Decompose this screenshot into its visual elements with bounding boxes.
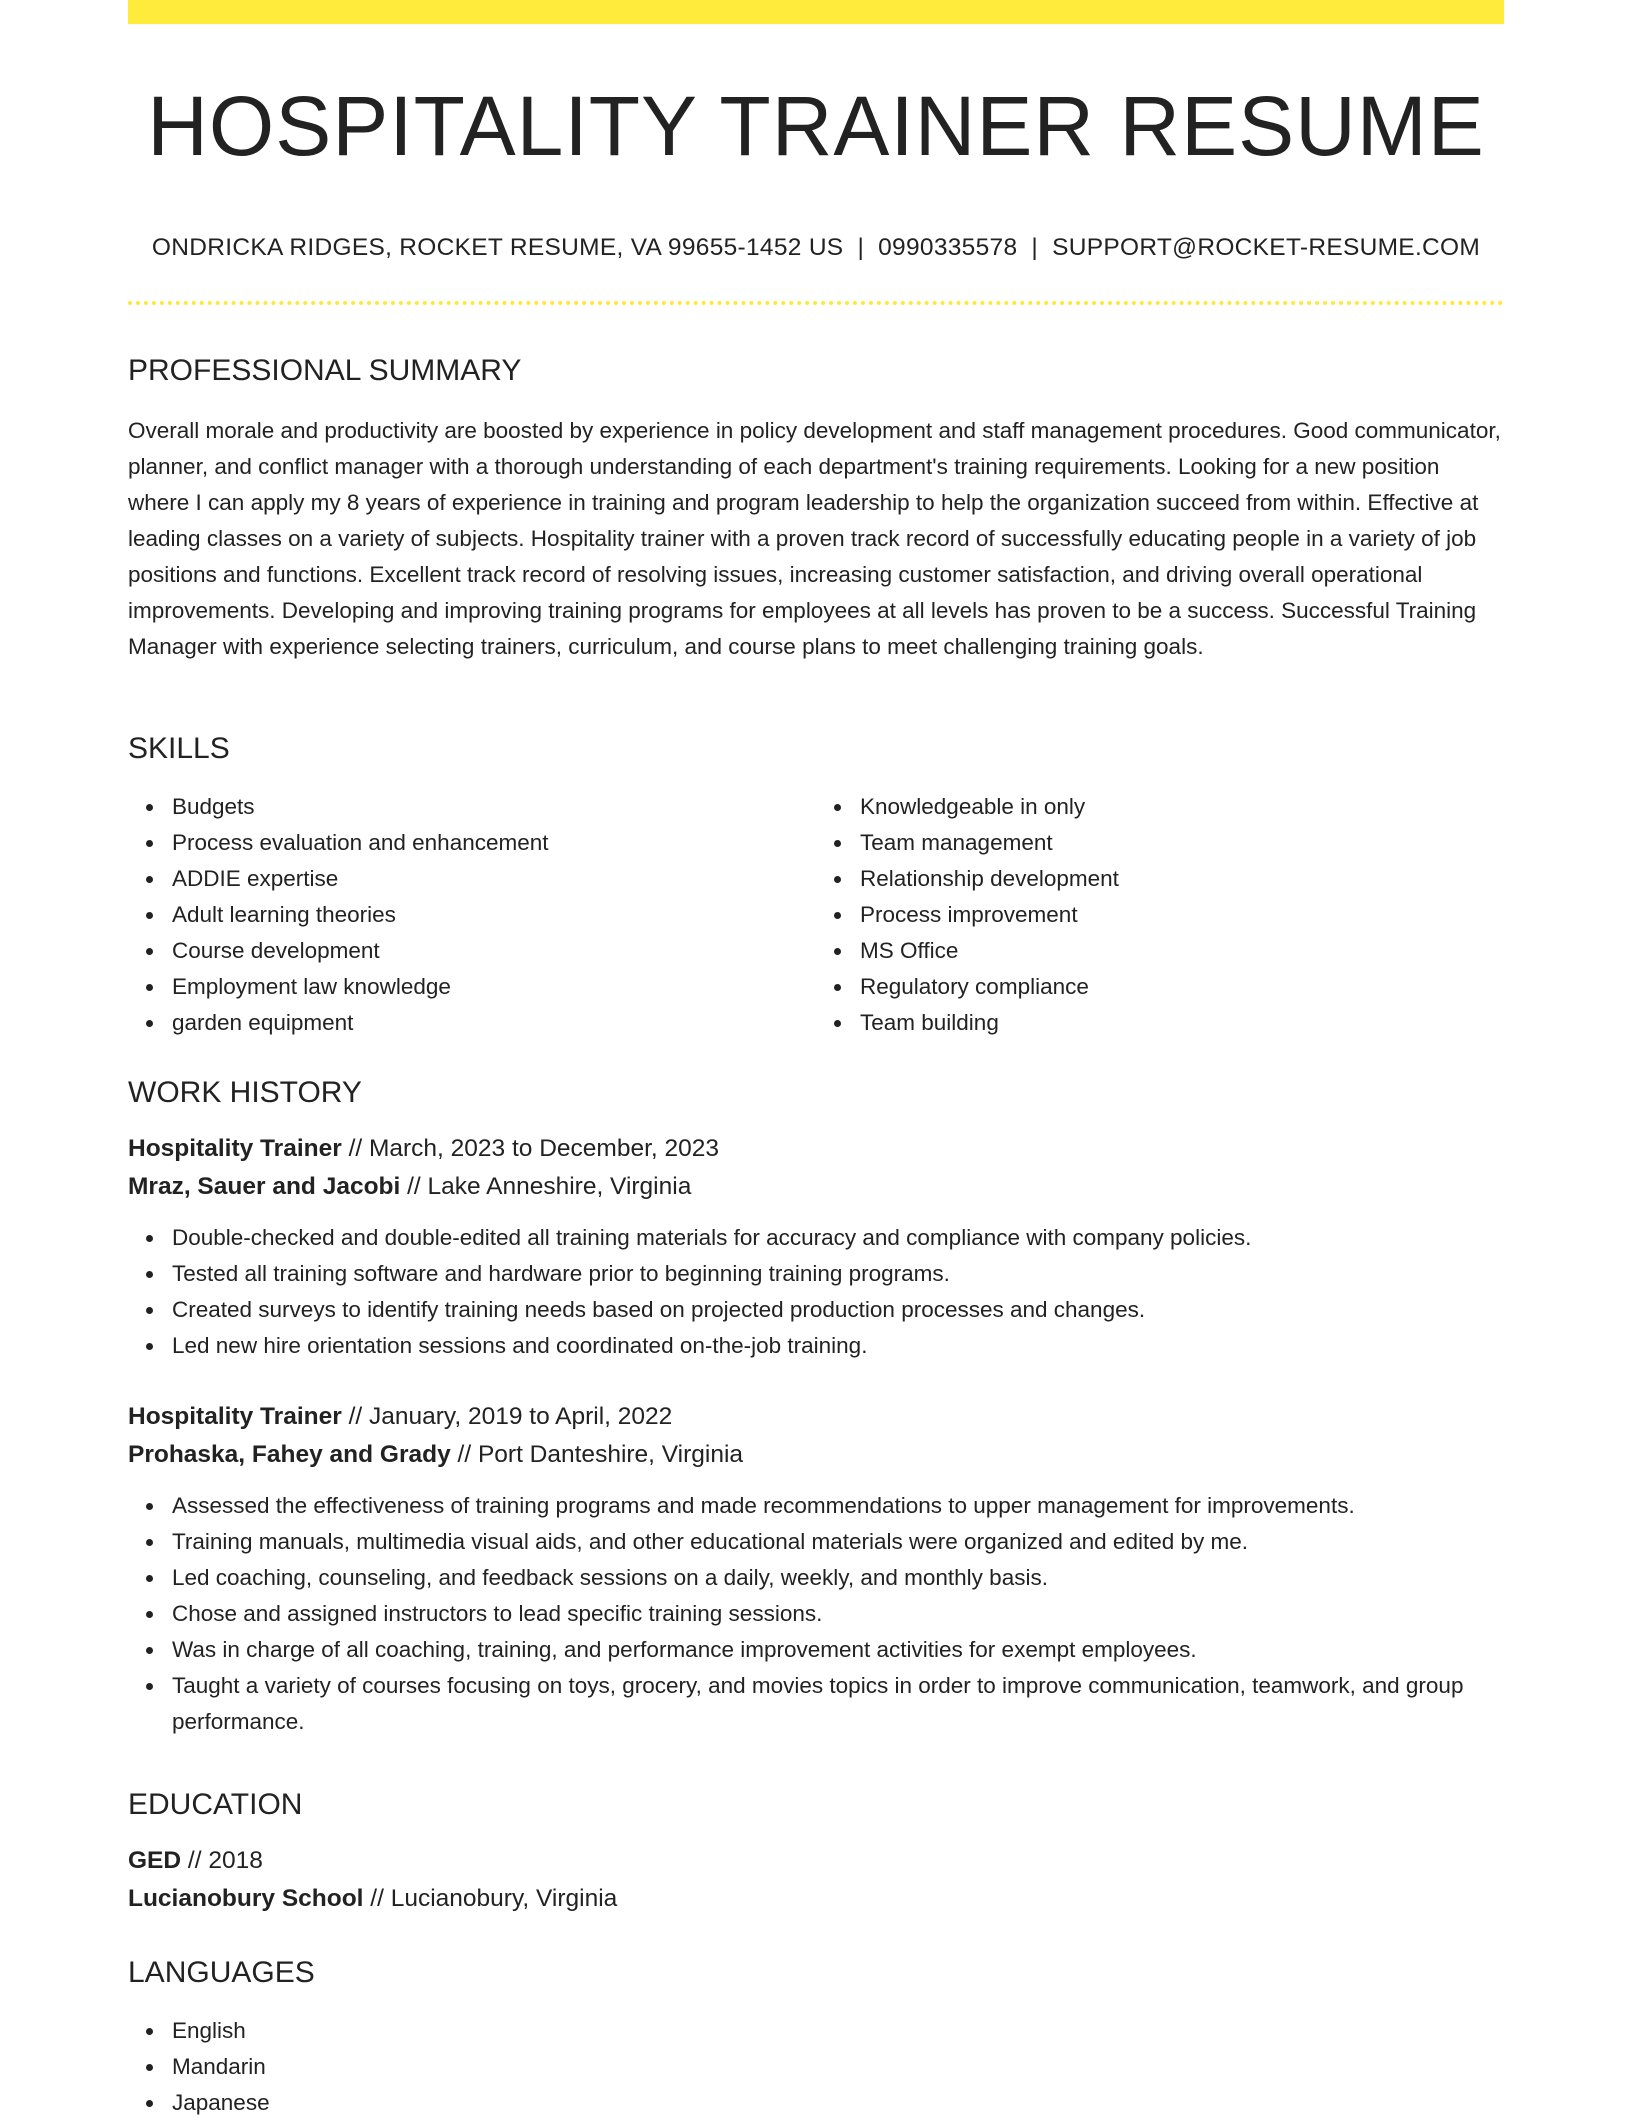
job-bullets — [128, 1220, 1504, 1364]
skill-item: Knowledgeable in only — [860, 789, 1504, 825]
education-entry — [128, 1842, 1504, 1918]
languages-heading: LANGUAGES — [128, 1956, 315, 1989]
skill-item: Adult learning theories — [172, 897, 816, 933]
job-bullet: Double-checked and double-edited all training materials for accuracy and compliance with company policies. — [172, 1220, 1504, 1256]
job-bullets — [128, 1488, 1504, 1740]
job-bullet: Was in charge of all coaching, training, and performance improvement activities for exempt employees. — [172, 1632, 1504, 1668]
skill-item: Employment law knowledge — [172, 969, 816, 1005]
education-location: // Lucianobury, Virginia — [363, 1885, 618, 1912]
education-school: Lucianobury School — [128, 1885, 364, 1912]
language-item: English — [172, 2013, 1504, 2049]
accent-bar — [128, 0, 1504, 24]
job-company: Mraz, Sauer and Jacobi — [128, 1173, 401, 1200]
skills-heading: SKILLS — [128, 732, 230, 765]
job-dates: // March, 2023 to December, 2023 — [341, 1135, 720, 1162]
job-title: Hospitality Trainer — [128, 1135, 342, 1162]
job-title: Hospitality Trainer — [128, 1403, 342, 1430]
job-dates: // January, 2019 to April, 2022 — [341, 1403, 673, 1430]
languages-section — [128, 1958, 1504, 2121]
skill-item: Budgets — [172, 789, 816, 825]
skill-item: Process improvement — [860, 897, 1504, 933]
job-title-line — [128, 1398, 1504, 1436]
skill-item: MS Office — [860, 933, 1504, 969]
education-degree: GED — [128, 1847, 182, 1874]
job-bullet: Led coaching, counseling, and feedback sessions on a daily, weekly, and monthly basis. — [172, 1560, 1504, 1596]
contact-email: SUPPORT@ROCKET-RESUME.COM — [1052, 234, 1481, 261]
job-bullet: Assessed the effectiveness of training programs and made recommendations to upper management for improvements. — [172, 1488, 1504, 1524]
skill-item: garden equipment — [172, 1005, 816, 1041]
resume-title: HOSPITALITY TRAINER RESUME — [147, 79, 1485, 173]
work-section — [128, 1078, 1504, 1740]
work-heading: WORK HISTORY — [128, 1076, 362, 1109]
contact-address: ONDRICKA RIDGES, ROCKET RESUME, VA 99655-1452 US — [151, 234, 844, 261]
summary-heading: PROFESSIONAL SUMMARY — [128, 354, 522, 387]
contact-line — [128, 236, 1504, 261]
skills-list-right — [816, 789, 1504, 1041]
job-bullet: Created surveys to identify training needs based on projected production processes and changes. — [172, 1292, 1504, 1328]
skill-item: ADDIE expertise — [172, 861, 816, 897]
education-degree-line — [128, 1842, 1504, 1880]
skills-columns — [128, 789, 1504, 1041]
education-section — [128, 1790, 1504, 1918]
job-title-line — [128, 1130, 1504, 1168]
skill-item: Regulatory compliance — [860, 969, 1504, 1005]
job-bullet: Chose and assigned instructors to lead specific training sessions. — [172, 1596, 1504, 1632]
skill-item: Process evaluation and enhancement — [172, 825, 816, 861]
skill-item: Course development — [172, 933, 816, 969]
job-location: // Port Danteshire, Virginia — [450, 1441, 744, 1468]
education-school-line — [128, 1880, 1504, 1918]
job-entry — [128, 1398, 1504, 1740]
skills-list-left — [128, 789, 816, 1041]
job-company-line — [128, 1168, 1504, 1206]
language-item: Japanese — [172, 2085, 1504, 2121]
dotted-divider — [128, 301, 1504, 305]
contact-separator: | — [1031, 234, 1039, 261]
job-bullet: Led new hire orientation sessions and coordinated on-the-job training. — [172, 1328, 1504, 1364]
skill-item: Relationship development — [860, 861, 1504, 897]
summary-text: Overall morale and productivity are boosted by experience in policy development and staff management procedures. Good communicator, planner, and conflict manager with a thorough understanding of each department's training requirements. Looking for a new position where I can apply my 8 years of experience in training and program leadership to help the organization succeed from within. Effective at leading classes on a variety of subjects. Hospitality trainer with a proven track record of successfully educating people in a variety of job positions and functions. Excellent track record of resolving issues, increasing customer satisfaction, and driving overall operational improvements. Developing and improving training programs for employees at all levels has proven to be a success. Successful Training Manager with experience selecting trainers, curriculum, and course plans to meet challenging training goals. — [128, 418, 1501, 659]
education-heading: EDUCATION — [128, 1788, 303, 1821]
job-bullet: Tested all training software and hardware prior to beginning training programs. — [172, 1256, 1504, 1292]
education-year: // 2018 — [181, 1847, 263, 1874]
job-company: Prohaska, Fahey and Grady — [128, 1441, 451, 1468]
contact-separator: | — [857, 234, 865, 261]
skills-section — [128, 734, 1504, 1041]
job-company-line — [128, 1436, 1504, 1474]
language-item: Mandarin — [172, 2049, 1504, 2085]
contact-phone: 0990335578 — [878, 234, 1018, 261]
job-entry — [128, 1130, 1504, 1364]
job-bullet: Taught a variety of courses focusing on toys, grocery, and movies topics in order to improve communication, teamwork, and group performance. — [172, 1668, 1504, 1740]
skill-item: Team building — [860, 1005, 1504, 1041]
job-location: // Lake Anneshire, Virginia — [400, 1173, 692, 1200]
resume-page — [128, 0, 1504, 2115]
languages-list — [128, 2013, 1504, 2121]
job-bullet: Training manuals, multimedia visual aids, and other educational materials were organized and edited by me. — [172, 1524, 1504, 1560]
skill-item: Team management — [860, 825, 1504, 861]
summary-section — [128, 356, 1504, 665]
